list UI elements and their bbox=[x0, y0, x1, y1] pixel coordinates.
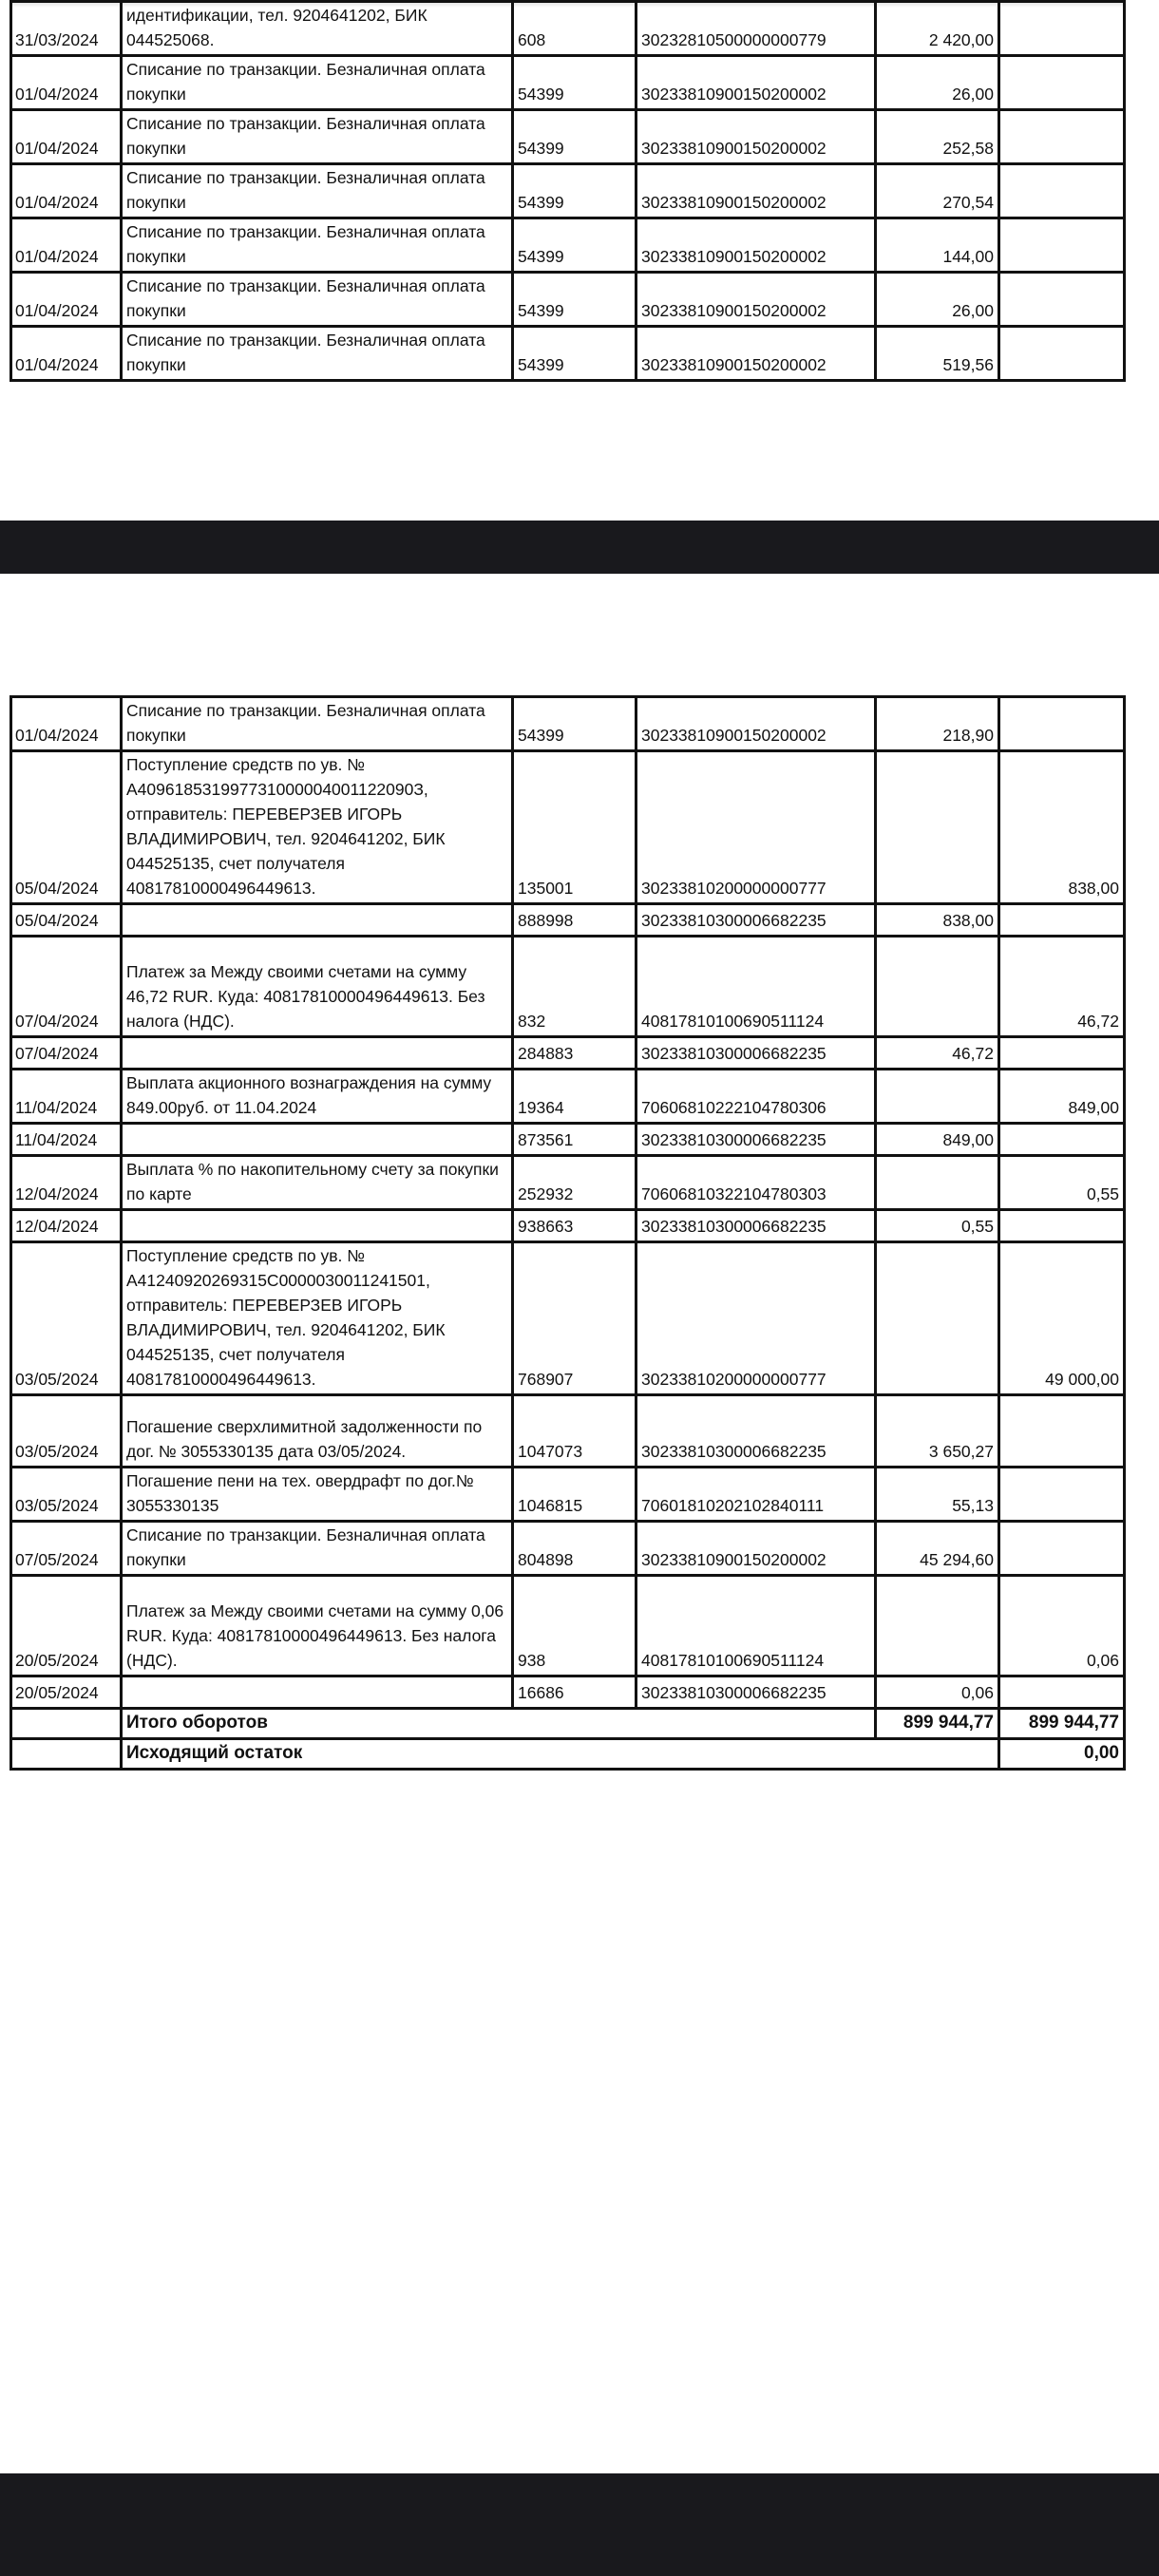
account-cell: 30233810900150200002 bbox=[636, 218, 876, 273]
credit-cell bbox=[999, 1124, 1125, 1156]
code-cell: 54399 bbox=[513, 110, 636, 164]
code-cell: 54399 bbox=[513, 327, 636, 381]
credit-cell bbox=[999, 110, 1125, 164]
debit-cell bbox=[876, 1242, 999, 1395]
credit-cell: 49 000,00 bbox=[999, 1242, 1125, 1395]
table-row bbox=[11, 1395, 1125, 1468]
code-cell: 768907 bbox=[513, 1242, 636, 1395]
page-separator bbox=[0, 521, 1159, 574]
account-cell: 30233810900150200002 bbox=[636, 110, 876, 164]
account-cell: 30233810300006682235 bbox=[636, 904, 876, 937]
account-cell: 70606810222104780306 bbox=[636, 1070, 876, 1124]
debit-cell: 0,06 bbox=[876, 1676, 999, 1709]
description-cell: идентификации, тел. 9204641202, БИК 044525068. bbox=[122, 2, 513, 56]
totals-date-cell bbox=[11, 1709, 122, 1739]
credit-cell bbox=[999, 904, 1125, 937]
credit-cell bbox=[999, 218, 1125, 273]
code-cell: 54399 bbox=[513, 273, 636, 327]
description-cell: Поступление средств по ув. № A41240920269315C0000030011241501, отправитель: ПЕРЕВЕРЗЕВ ИГОРЬ ВЛАДИМИРОВИЧ, тел. 9204641202, БИК 044525135, счет получателя 40817810000496449613. bbox=[122, 1242, 513, 1395]
credit-cell bbox=[999, 697, 1125, 751]
account-cell: 40817810100690511124 bbox=[636, 937, 876, 1037]
date-cell: 01/04/2024 bbox=[11, 110, 122, 164]
account-cell: 30233810900150200002 bbox=[636, 56, 876, 110]
date-cell: 01/04/2024 bbox=[11, 56, 122, 110]
debit-cell bbox=[876, 1156, 999, 1210]
description-cell bbox=[122, 1037, 513, 1070]
date-cell: 07/05/2024 bbox=[11, 1522, 122, 1576]
code-cell: 888998 bbox=[513, 904, 636, 937]
date-cell: 01/04/2024 bbox=[11, 697, 122, 751]
closing-balance-row bbox=[11, 1739, 1125, 1770]
account-cell: 30233810900150200002 bbox=[636, 327, 876, 381]
account-cell: 40817810100690511124 bbox=[636, 1576, 876, 1676]
table-row bbox=[11, 1210, 1125, 1242]
credit-cell bbox=[999, 1210, 1125, 1242]
code-cell: 54399 bbox=[513, 218, 636, 273]
table-row bbox=[11, 218, 1125, 273]
account-cell: 30233810200000000777 bbox=[636, 1242, 876, 1395]
date-cell: 11/04/2024 bbox=[11, 1070, 122, 1124]
table-row bbox=[11, 1522, 1125, 1576]
table-row bbox=[11, 1124, 1125, 1156]
statement-table-top bbox=[10, 0, 1126, 382]
description-cell: Списание по транзакции. Безналичная оплата покупки bbox=[122, 327, 513, 381]
description-cell: Списание по транзакции. Безналичная оплата покупки bbox=[122, 164, 513, 218]
code-cell: 16686 bbox=[513, 1676, 636, 1709]
description-cell: Списание по транзакции. Безналичная оплата покупки bbox=[122, 697, 513, 751]
code-cell: 284883 bbox=[513, 1037, 636, 1070]
description-cell: Списание по транзакции. Безналичная оплата покупки bbox=[122, 218, 513, 273]
code-cell: 804898 bbox=[513, 1522, 636, 1576]
debit-cell: 2 420,00 bbox=[876, 2, 999, 56]
account-cell: 30233810300006682235 bbox=[636, 1124, 876, 1156]
debit-cell: 252,58 bbox=[876, 110, 999, 164]
table-row bbox=[11, 273, 1125, 327]
closing-value: 0,00 bbox=[999, 1739, 1125, 1770]
debit-cell bbox=[876, 1576, 999, 1676]
credit-cell bbox=[999, 56, 1125, 110]
table-row bbox=[11, 56, 1125, 110]
credit-cell: 0,06 bbox=[999, 1576, 1125, 1676]
code-cell: 873561 bbox=[513, 1124, 636, 1156]
code-cell: 1047073 bbox=[513, 1395, 636, 1468]
totals-debit: 899 944,77 bbox=[876, 1709, 999, 1739]
code-cell: 54399 bbox=[513, 697, 636, 751]
table-row bbox=[11, 2, 1125, 56]
debit-cell: 218,90 bbox=[876, 697, 999, 751]
date-cell: 07/04/2024 bbox=[11, 937, 122, 1037]
code-cell: 938 bbox=[513, 1576, 636, 1676]
date-cell: 05/04/2024 bbox=[11, 751, 122, 904]
date-cell: 01/04/2024 bbox=[11, 218, 122, 273]
account-cell: 30233810900150200002 bbox=[636, 1522, 876, 1576]
description-cell: Погашение сверхлимитной задолженности по дог. № 3055330135 дата 03/05/2024. bbox=[122, 1395, 513, 1468]
credit-cell bbox=[999, 327, 1125, 381]
date-cell: 20/05/2024 bbox=[11, 1676, 122, 1709]
table-row bbox=[11, 937, 1125, 1037]
credit-cell bbox=[999, 1522, 1125, 1576]
description-cell: Платеж за Между своими счетами на сумму 0,06 RUR. Куда: 40817810000496449613. Без налога (НДС). bbox=[122, 1576, 513, 1676]
account-cell: 30233810300006682235 bbox=[636, 1395, 876, 1468]
description-cell bbox=[122, 1676, 513, 1709]
credit-cell: 838,00 bbox=[999, 751, 1125, 904]
code-cell: 608 bbox=[513, 2, 636, 56]
date-cell: 31/03/2024 bbox=[11, 2, 122, 56]
debit-cell: 270,54 bbox=[876, 164, 999, 218]
description-cell: Списание по транзакции. Безналичная оплата покупки bbox=[122, 273, 513, 327]
date-cell: 01/04/2024 bbox=[11, 273, 122, 327]
date-cell: 03/05/2024 bbox=[11, 1242, 122, 1395]
debit-cell: 0,55 bbox=[876, 1210, 999, 1242]
debit-cell: 838,00 bbox=[876, 904, 999, 937]
table-row bbox=[11, 697, 1125, 751]
date-cell: 01/04/2024 bbox=[11, 327, 122, 381]
account-cell: 30233810900150200002 bbox=[636, 164, 876, 218]
table-row bbox=[11, 1070, 1125, 1124]
date-cell: 11/04/2024 bbox=[11, 1124, 122, 1156]
bottom-dark-band bbox=[0, 2473, 1159, 2576]
code-cell: 19364 bbox=[513, 1070, 636, 1124]
debit-cell bbox=[876, 937, 999, 1037]
debit-cell: 26,00 bbox=[876, 273, 999, 327]
debit-cell: 26,00 bbox=[876, 56, 999, 110]
code-cell: 1046815 bbox=[513, 1468, 636, 1522]
code-cell: 54399 bbox=[513, 164, 636, 218]
account-cell: 30233810300006682235 bbox=[636, 1210, 876, 1242]
description-cell bbox=[122, 1210, 513, 1242]
credit-cell: 849,00 bbox=[999, 1070, 1125, 1124]
description-cell bbox=[122, 1124, 513, 1156]
table-row bbox=[11, 904, 1125, 937]
debit-cell: 144,00 bbox=[876, 218, 999, 273]
credit-cell bbox=[999, 1676, 1125, 1709]
table-row bbox=[11, 1676, 1125, 1709]
table-row bbox=[11, 751, 1125, 904]
description-cell: Платеж за Между своими счетами на сумму 46,72 RUR. Куда: 40817810000496449613. Без налога (НДС). bbox=[122, 937, 513, 1037]
code-cell: 252932 bbox=[513, 1156, 636, 1210]
credit-cell bbox=[999, 1468, 1125, 1522]
account-cell: 30233810900150200002 bbox=[636, 273, 876, 327]
debit-cell: 849,00 bbox=[876, 1124, 999, 1156]
table-row bbox=[11, 1242, 1125, 1395]
code-cell: 54399 bbox=[513, 56, 636, 110]
credit-cell bbox=[999, 164, 1125, 218]
code-cell: 832 bbox=[513, 937, 636, 1037]
statement-table-bottom bbox=[10, 695, 1126, 1771]
date-cell: 20/05/2024 bbox=[11, 1576, 122, 1676]
debit-cell: 55,13 bbox=[876, 1468, 999, 1522]
table-row bbox=[11, 164, 1125, 218]
code-cell: 135001 bbox=[513, 751, 636, 904]
debit-cell: 45 294,60 bbox=[876, 1522, 999, 1576]
table-row bbox=[11, 1576, 1125, 1676]
table-row bbox=[11, 110, 1125, 164]
date-cell: 05/04/2024 bbox=[11, 904, 122, 937]
account-cell: 70601810202102840111 bbox=[636, 1468, 876, 1522]
code-cell: 938663 bbox=[513, 1210, 636, 1242]
account-cell: 30233810900150200002 bbox=[636, 697, 876, 751]
credit-cell bbox=[999, 1037, 1125, 1070]
table-row bbox=[11, 1156, 1125, 1210]
debit-cell: 3 650,27 bbox=[876, 1395, 999, 1468]
description-cell: Списание по транзакции. Безналичная оплата покупки bbox=[122, 56, 513, 110]
account-cell: 30233810300006682235 bbox=[636, 1037, 876, 1070]
description-cell bbox=[122, 904, 513, 937]
date-cell: 12/04/2024 bbox=[11, 1210, 122, 1242]
description-cell: Поступление средств по ув. № A409618531997731000004001122090З, отправитель: ПЕРЕВЕРЗЕВ ИГОРЬ ВЛАДИМИРОВИЧ, тел. 9204641202, БИК 044525135, счет получателя 40817810000496449613. bbox=[122, 751, 513, 904]
description-cell: Списание по транзакции. Безналичная оплата покупки bbox=[122, 110, 513, 164]
debit-cell: 519,56 bbox=[876, 327, 999, 381]
table-row bbox=[11, 1037, 1125, 1070]
date-cell: 07/04/2024 bbox=[11, 1037, 122, 1070]
date-cell: 01/04/2024 bbox=[11, 164, 122, 218]
closing-date-cell bbox=[11, 1739, 122, 1770]
credit-cell: 0,55 bbox=[999, 1156, 1125, 1210]
credit-cell: 46,72 bbox=[999, 937, 1125, 1037]
date-cell: 03/05/2024 bbox=[11, 1395, 122, 1468]
credit-cell bbox=[999, 273, 1125, 327]
credit-cell bbox=[999, 2, 1125, 56]
debit-cell bbox=[876, 1070, 999, 1124]
description-cell: Погашение пени на тех. овердрафт по дог.№ 3055330135 bbox=[122, 1468, 513, 1522]
debit-cell: 46,72 bbox=[876, 1037, 999, 1070]
credit-cell bbox=[999, 1395, 1125, 1468]
description-cell: Списание по транзакции. Безналичная оплата покупки bbox=[122, 1522, 513, 1576]
totals-row bbox=[11, 1709, 1125, 1739]
account-cell: 30232810500000000779 bbox=[636, 2, 876, 56]
description-cell: Выплата % по накопительному счету за покупки по карте bbox=[122, 1156, 513, 1210]
description-cell: Выплата акционного вознаграждения на сумму 849.00руб. от 11.04.2024 bbox=[122, 1070, 513, 1124]
account-cell: 70606810322104780303 bbox=[636, 1156, 876, 1210]
table-row bbox=[11, 1468, 1125, 1522]
date-cell: 12/04/2024 bbox=[11, 1156, 122, 1210]
account-cell: 30233810300006682235 bbox=[636, 1676, 876, 1709]
closing-label: Исходящий остаток bbox=[122, 1739, 999, 1770]
totals-credit: 899 944,77 bbox=[999, 1709, 1125, 1739]
account-cell: 30233810200000000777 bbox=[636, 751, 876, 904]
debit-cell bbox=[876, 751, 999, 904]
table-row bbox=[11, 327, 1125, 381]
totals-label: Итого оборотов bbox=[122, 1709, 876, 1739]
date-cell: 03/05/2024 bbox=[11, 1468, 122, 1522]
